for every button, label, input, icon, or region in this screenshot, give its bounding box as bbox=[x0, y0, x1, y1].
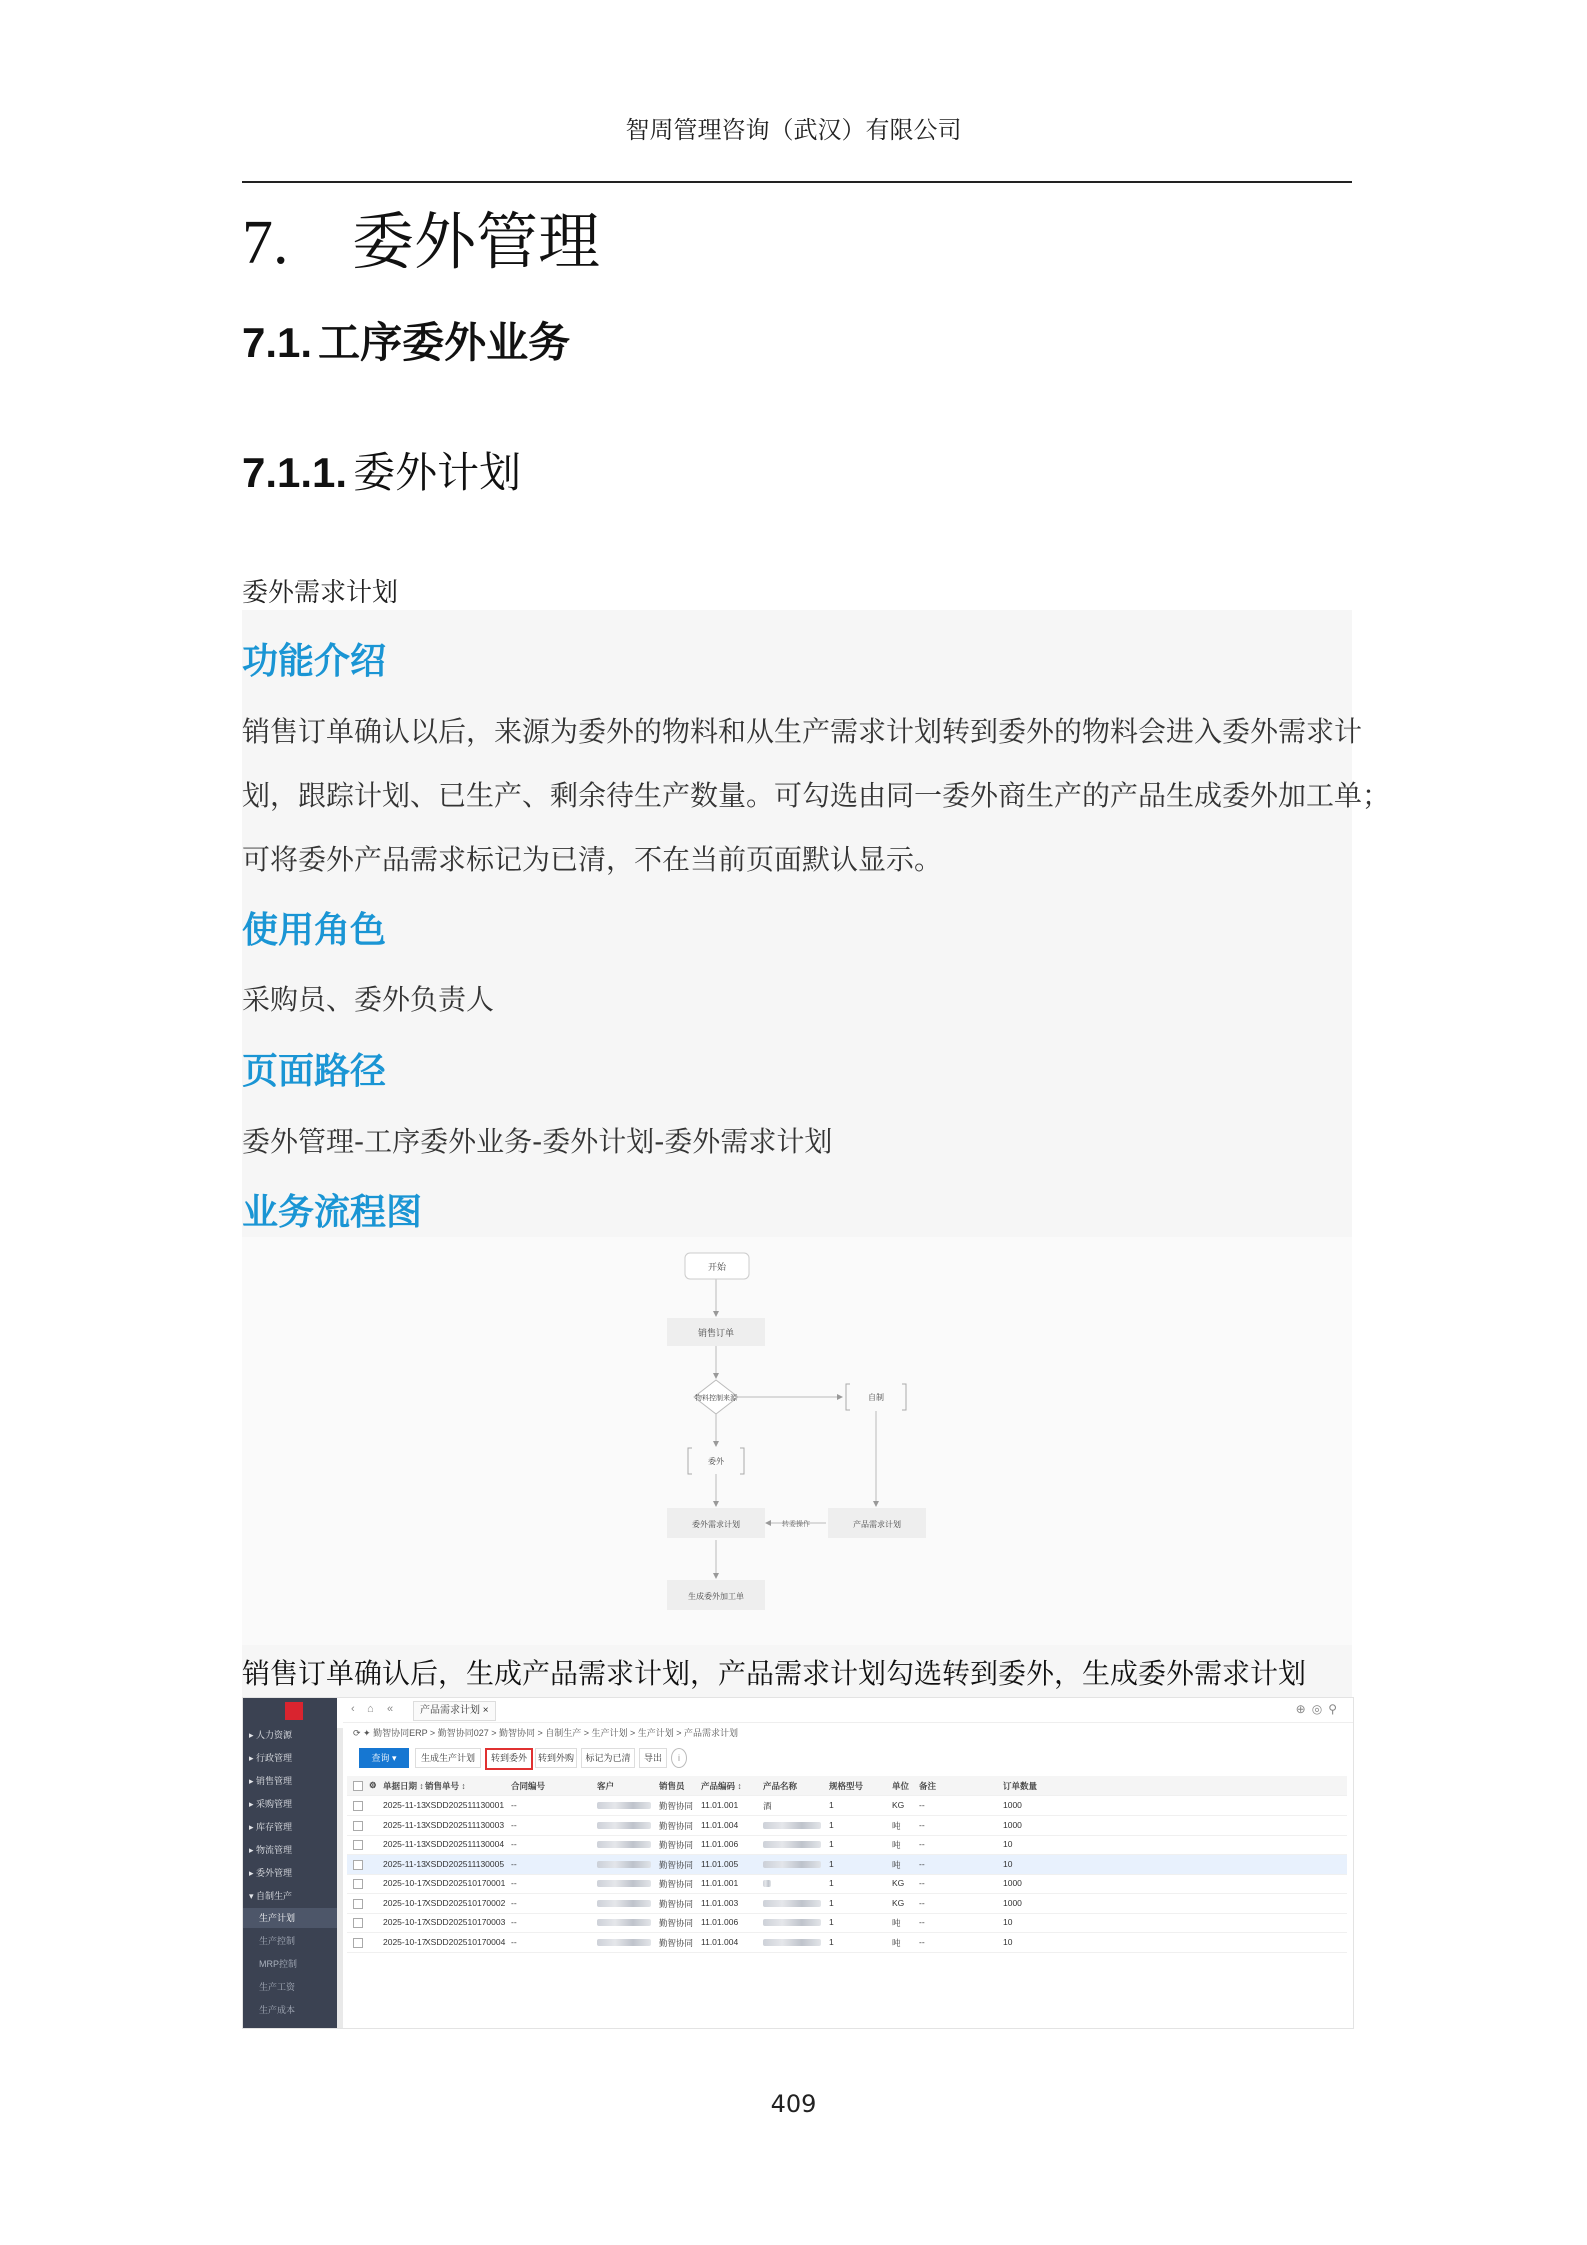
row-checkbox[interactable] bbox=[353, 1918, 363, 1928]
back-icon[interactable]: ‹ bbox=[351, 1703, 355, 1715]
flow-heading: 业务流程图 bbox=[242, 1192, 423, 1233]
intro-line-3: 可将委外产品需求标记为已清，不在当前页面默认显示。 bbox=[242, 843, 943, 876]
node-start-label: 开始 bbox=[707, 1262, 727, 1272]
table-cell-qty: 10 bbox=[1003, 1839, 1013, 1849]
table-cell-spec: 1 bbox=[829, 1897, 834, 1908]
sidebar-subitem[interactable]: 生产控制 bbox=[259, 1936, 296, 1946]
column-header[interactable]: 销售单号 ↕ bbox=[425, 1781, 466, 1791]
header-rule bbox=[242, 181, 1352, 183]
table-cell-unit: 吨 bbox=[892, 1918, 901, 1928]
column-header[interactable]: 产品名称 bbox=[763, 1781, 798, 1791]
table-cell-seller: 勤智协同 bbox=[659, 1820, 694, 1831]
table-cell-spec: 1 bbox=[829, 1917, 834, 1927]
sidebar-item[interactable]: ▸ 行政管理 bbox=[249, 1753, 293, 1763]
redacted-customer bbox=[597, 1822, 651, 1829]
table-cell-seller: 勤智协同 bbox=[659, 1898, 694, 1909]
table-cell-seller: 勤智协同 bbox=[659, 1937, 694, 1948]
row-checkbox[interactable] bbox=[353, 1801, 363, 1811]
erp-logo bbox=[285, 1702, 303, 1720]
column-header[interactable]: 产品编码 ↕ bbox=[701, 1781, 742, 1791]
chapter-number: 7. bbox=[242, 209, 289, 277]
column-header[interactable]: 客户 bbox=[597, 1781, 615, 1791]
column-header[interactable]: 规格型号 bbox=[829, 1781, 864, 1791]
sidebar-subitem[interactable]: 生产计划 bbox=[243, 1908, 337, 1928]
table-cell-code: 11.01.004 bbox=[701, 1819, 739, 1830]
table-row[interactable] bbox=[347, 1874, 1347, 1894]
node-outsource-plan-label: 委外需求计划 bbox=[692, 1520, 740, 1529]
redacted-product-name bbox=[763, 1841, 821, 1848]
table-cell-order: XSDD202511130004 bbox=[425, 1839, 505, 1849]
roles-heading: 使用角色 bbox=[242, 910, 387, 951]
table-cell-qty: 1000 bbox=[1003, 1897, 1022, 1908]
node-self-label: 自制 bbox=[868, 1393, 884, 1402]
table-cell-note: -- bbox=[919, 1800, 925, 1810]
table-cell-code: 11.01.006 bbox=[701, 1839, 739, 1849]
sidebar-subitem[interactable]: MRP控制 bbox=[259, 1959, 297, 1969]
table-cell-date: 2025-10-17 bbox=[383, 1897, 427, 1908]
table-cell-seller: 勤智协同 bbox=[659, 1879, 694, 1889]
sidebar-item[interactable]: ▸ 销售管理 bbox=[249, 1776, 293, 1786]
column-header[interactable]: 单据日期 ↕ bbox=[383, 1781, 424, 1791]
table-cell-contract: -- bbox=[511, 1858, 517, 1869]
table-cell-order: XSDD202511130001 bbox=[425, 1800, 505, 1810]
intro-line-2: 划，跟踪计划、已生产、剩余待生产数量。可勾选由同一委外商生产的产品生成委外加工单； bbox=[242, 779, 1391, 812]
table-cell-seller: 勤智协同 bbox=[659, 1918, 694, 1928]
sidebar-item[interactable]: ▸ 库存管理 bbox=[249, 1822, 293, 1832]
table-cell-contract: -- bbox=[511, 1878, 517, 1888]
chapter-title: 委外管理 bbox=[352, 205, 601, 278]
table-cell-code: 11.01.005 bbox=[701, 1858, 739, 1869]
sidebar-item[interactable]: ▸ 采购管理 bbox=[249, 1799, 293, 1809]
home-icon[interactable]: ⌂ bbox=[367, 1703, 374, 1715]
subsection-title: 委外计划 bbox=[353, 448, 522, 497]
breadcrumb: ⟳ ✦ 勤智协同ERP > 勤智协同027 > 勤智协同 > 自制生产 > 生产计划 > 生产计划 > 产品需求计划 bbox=[353, 1728, 738, 1738]
node-outsource-label: 委外 bbox=[708, 1457, 724, 1466]
export-button[interactable]: 导出 bbox=[639, 1748, 667, 1768]
settings-icon[interactable]: ⚙ bbox=[369, 1780, 377, 1790]
column-header[interactable]: 销售员 bbox=[659, 1781, 685, 1791]
plain-title: 委外需求计划 bbox=[242, 578, 399, 608]
double-chevron-icon[interactable]: « bbox=[387, 1703, 394, 1715]
table-row[interactable] bbox=[347, 1835, 1347, 1855]
table-cell-date: 2025-10-17 bbox=[383, 1936, 427, 1947]
table-cell-note: -- bbox=[919, 1839, 925, 1849]
table-cell-qty: 1000 bbox=[1003, 1800, 1022, 1810]
page-number: 409 bbox=[770, 2090, 817, 2118]
table-row[interactable] bbox=[347, 1855, 1347, 1875]
table-cell-unit: 吨 bbox=[892, 1937, 901, 1948]
table-cell-code: 11.01.001 bbox=[701, 1800, 739, 1810]
intro-line-1: 销售订单确认以后，来源为委外的物料和从生产需求计划转到委外的物料会进入委外需求计 bbox=[242, 715, 1363, 748]
table-cell-order: XSDD202511130003 bbox=[425, 1819, 505, 1830]
erp-tabbar bbox=[343, 1698, 1353, 1723]
edge-transfer-label: 转委操作 bbox=[782, 1521, 810, 1528]
table-row[interactable] bbox=[347, 1933, 1347, 1953]
table-cell-spec: 1 bbox=[829, 1878, 834, 1888]
table-cell-unit: KG bbox=[892, 1897, 905, 1908]
column-header[interactable]: 合同编号 bbox=[511, 1781, 546, 1791]
table-cell-seller: 勤智协同 bbox=[659, 1859, 694, 1870]
table-cell-unit: 吨 bbox=[892, 1840, 901, 1850]
table-cell-code: 11.01.004 bbox=[701, 1936, 739, 1947]
table-cell-order: XSDD202510170004 bbox=[425, 1936, 506, 1947]
table-cell-qty: 1000 bbox=[1003, 1878, 1022, 1888]
redacted-product-name bbox=[763, 1939, 821, 1946]
redacted-customer bbox=[597, 1939, 651, 1946]
sidebar-subitem[interactable]: 生产工资 bbox=[259, 1982, 296, 1992]
node-sales-order-label: 销售订单 bbox=[697, 1328, 735, 1338]
table-cell-unit: KG bbox=[892, 1800, 905, 1810]
path-heading: 页面路径 bbox=[242, 1051, 387, 1092]
select-all-checkbox[interactable] bbox=[353, 1781, 363, 1791]
subsection-number: 7.1.1. bbox=[242, 449, 348, 496]
table-cell-order: XSDD202510170001 bbox=[425, 1878, 506, 1888]
sidebar-item[interactable]: ▸ 人力资源 bbox=[249, 1730, 293, 1740]
redacted-customer bbox=[597, 1900, 651, 1907]
erp-sidebar bbox=[243, 1698, 337, 2028]
table-cell-date: 2025-11-13 bbox=[383, 1839, 426, 1849]
table-cell-contract: -- bbox=[511, 1917, 517, 1927]
table-cell-spec: 1 bbox=[829, 1858, 834, 1869]
sidebar-item[interactable]: ▸ 物流管理 bbox=[249, 1845, 293, 1855]
sidebar-scrollbar[interactable] bbox=[337, 1728, 343, 2028]
sidebar-item[interactable]: ▸ 委外管理 bbox=[249, 1868, 293, 1878]
table-cell-unit: 吨 bbox=[892, 1859, 901, 1870]
grid-header bbox=[347, 1776, 1347, 1796]
path-text: 委外管理-工序委外业务-委外计划-委外需求计划 bbox=[242, 1125, 833, 1158]
header-company: 智周管理咨询（武汉）有限公司 bbox=[625, 116, 962, 144]
row-checkbox[interactable] bbox=[353, 1840, 363, 1850]
table-cell-qty: 10 bbox=[1003, 1858, 1013, 1869]
redacted-customer bbox=[597, 1861, 651, 1868]
column-header[interactable]: 订单数量 bbox=[1003, 1781, 1038, 1791]
table-cell-note: -- bbox=[919, 1917, 925, 1927]
table-cell-order: XSDD202510170003 bbox=[425, 1917, 506, 1927]
to-outsource-button[interactable]: 转到委外 bbox=[485, 1748, 533, 1770]
table-cell-order: XSDD202510170002 bbox=[425, 1897, 506, 1908]
section-title: 工序委外业务 bbox=[318, 318, 571, 367]
table-cell-qty: 10 bbox=[1003, 1936, 1013, 1947]
row-checkbox[interactable] bbox=[353, 1879, 363, 1889]
row-checkbox[interactable] bbox=[353, 1938, 363, 1948]
redacted-product-name bbox=[763, 1861, 821, 1868]
row-checkbox[interactable] bbox=[353, 1860, 363, 1870]
erp-screenshot bbox=[242, 1697, 1354, 2029]
subsection-heading bbox=[242, 440, 521, 500]
sidebar-subitem[interactable]: 生产成本 bbox=[259, 2005, 296, 2015]
generate-plan-button[interactable]: 生成生产计划 bbox=[415, 1748, 481, 1768]
screenshot-caption: 销售订单确认后，生成产品需求计划，产品需求计划勾选转到委外，生成委外需求计划 bbox=[242, 1657, 1307, 1690]
table-row[interactable] bbox=[347, 1894, 1347, 1914]
section-heading bbox=[242, 310, 570, 370]
flowchart bbox=[650, 1248, 950, 1638]
table-cell-spec: 1 bbox=[829, 1936, 834, 1947]
table-cell-seller: 勤智协同 bbox=[659, 1840, 694, 1850]
tab-product-plan[interactable]: 产品需求计划 × bbox=[413, 1701, 496, 1721]
table-cell-code: 11.01.001 bbox=[701, 1878, 739, 1888]
table-cell-qty: 1000 bbox=[1003, 1819, 1022, 1830]
section-number: 7.1. bbox=[242, 319, 313, 366]
table-cell-note: -- bbox=[919, 1819, 925, 1830]
table-row[interactable] bbox=[347, 1913, 1347, 1933]
table-cell-contract: -- bbox=[511, 1839, 517, 1849]
table-cell-spec: 1 bbox=[829, 1800, 834, 1810]
chapter-heading bbox=[242, 192, 600, 281]
table-cell-note: -- bbox=[919, 1936, 925, 1947]
table-cell-contract: -- bbox=[511, 1897, 517, 1908]
table-cell-code: 11.01.003 bbox=[701, 1897, 739, 1908]
table-cell-date: 2025-10-17 bbox=[383, 1878, 427, 1888]
node-product-plan-label: 产品需求计划 bbox=[853, 1520, 901, 1529]
intro-heading: 功能介绍 bbox=[242, 641, 387, 682]
row-checkbox[interactable] bbox=[353, 1821, 363, 1831]
mark-cleared-button[interactable]: 标记为已清 bbox=[581, 1748, 635, 1768]
redacted-customer bbox=[597, 1802, 651, 1809]
table-cell-contract: -- bbox=[511, 1800, 517, 1810]
column-header[interactable]: 备注 bbox=[919, 1781, 937, 1791]
table-cell-note: -- bbox=[919, 1858, 925, 1869]
table-cell-date: 2025-10-17 bbox=[383, 1917, 427, 1927]
table-cell-unit: KG bbox=[892, 1878, 905, 1888]
table-cell-note: -- bbox=[919, 1897, 925, 1908]
node-gen-order-label: 生成委外加工单 bbox=[688, 1592, 744, 1601]
table-cell-spec: 1 bbox=[829, 1819, 834, 1830]
redacted-customer bbox=[597, 1919, 651, 1926]
sidebar-item[interactable]: ▾ 自制生产 bbox=[249, 1891, 293, 1901]
query-button[interactable]: 查询 ▾ bbox=[359, 1748, 409, 1768]
table-row[interactable] bbox=[347, 1796, 1347, 1816]
node-decision-label: 物料控制来源 bbox=[695, 1395, 737, 1402]
table-cell-unit: 吨 bbox=[892, 1820, 901, 1831]
table-cell-note: -- bbox=[919, 1878, 925, 1888]
table-cell-qty: 10 bbox=[1003, 1917, 1013, 1927]
table-cell-seller: 勤智协同 bbox=[659, 1801, 694, 1811]
table-cell-date: 2025-11-13 bbox=[383, 1858, 426, 1869]
table-cell-spec: 1 bbox=[829, 1839, 834, 1849]
table-cell-date: 2025-11-13 bbox=[383, 1800, 426, 1810]
redacted-product-name bbox=[763, 1880, 771, 1887]
table-cell-contract: -- bbox=[511, 1936, 517, 1947]
redacted-product-name bbox=[763, 1900, 821, 1907]
column-header[interactable]: 单位 bbox=[892, 1781, 910, 1791]
table-row[interactable] bbox=[347, 1816, 1347, 1836]
header-icons[interactable]: ⊕◎⚲ bbox=[1295, 1702, 1343, 1716]
redacted-product-name bbox=[763, 1919, 821, 1926]
table-cell-date: 2025-11-13 bbox=[383, 1819, 426, 1830]
row-checkbox[interactable] bbox=[353, 1899, 363, 1909]
redacted-customer bbox=[597, 1841, 651, 1848]
table-cell-code: 11.01.006 bbox=[701, 1917, 739, 1927]
to-purchase-button[interactable]: 转到外购 bbox=[535, 1748, 577, 1768]
redacted-customer bbox=[597, 1880, 651, 1887]
roles-text: 采购员、委外负责人 bbox=[242, 983, 495, 1016]
redacted-product-name bbox=[763, 1822, 821, 1829]
table-cell-order: XSDD202511130005 bbox=[425, 1858, 505, 1869]
table-cell-contract: -- bbox=[511, 1819, 517, 1830]
info-icon[interactable]: i bbox=[671, 1748, 687, 1768]
table-cell-name: 酒 bbox=[763, 1801, 772, 1811]
